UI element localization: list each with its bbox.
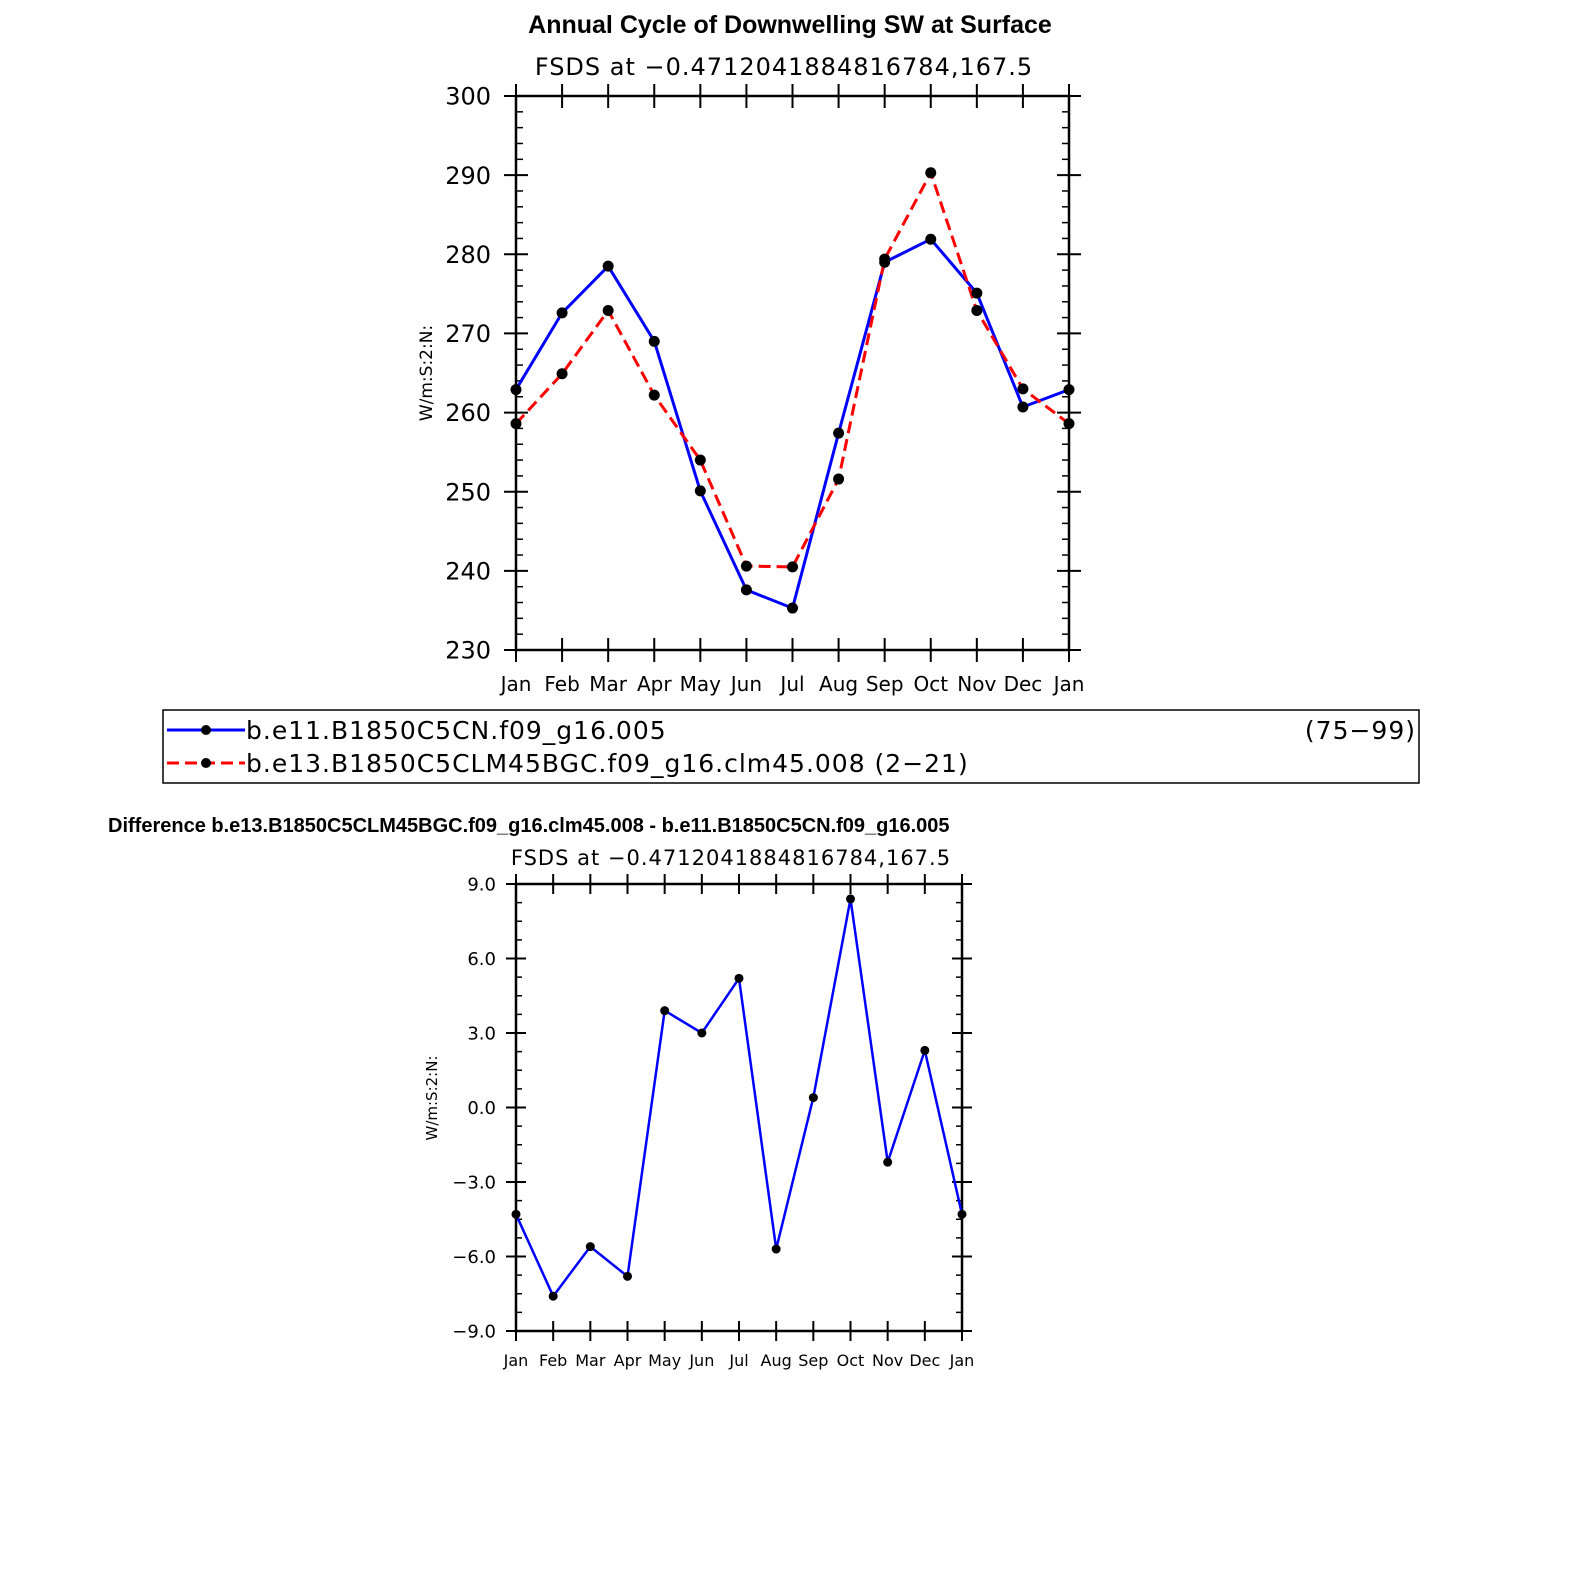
difference-chart: [108, 815, 974, 1370]
legend-label-1: b.e13.B1850C5CLM45BGC.f09_g16.clm45.008 (2−21): [246, 749, 969, 778]
data-point-0: [787, 603, 798, 614]
y-tick-label: 260: [445, 399, 491, 428]
y-tick-label: 6.0: [467, 948, 496, 970]
data-point-0: [920, 1046, 929, 1055]
data-point-1: [833, 474, 844, 485]
legend-label-0: b.e11.B1850C5CN.f09_g16.005: [246, 716, 667, 745]
y-tick-label: 300: [445, 82, 491, 111]
y-tick-label: −6.0: [452, 1246, 496, 1268]
data-point-1: [695, 455, 706, 466]
data-point-0: [649, 336, 660, 347]
data-point-0: [772, 1245, 781, 1254]
data-point-0: [958, 1210, 967, 1219]
x-tick-label: Jul: [780, 672, 805, 696]
y-tick-label: 240: [445, 557, 491, 586]
legend-marker-blue: [201, 725, 211, 735]
y-tick-label: 280: [445, 240, 491, 269]
series-line-0: [516, 239, 1069, 608]
x-tick-label: Mar: [575, 1351, 606, 1370]
data-point-0: [809, 1093, 818, 1102]
y-tick-label: 230: [445, 636, 491, 665]
x-tick-label: Feb: [544, 672, 580, 696]
plot-marks: [511, 167, 1075, 613]
y-tick-label: −9.0: [452, 1321, 496, 1343]
data-point-0: [512, 1210, 521, 1219]
x-tick-label: Feb: [539, 1351, 568, 1370]
data-point-1: [1064, 418, 1075, 429]
x-tick-label: Aug: [760, 1351, 792, 1370]
data-point-1: [971, 305, 982, 316]
x-tick-label: Nov: [957, 672, 997, 696]
difference-title: Difference b.e13.B1850C5CLM45BGC.f09_g16.clm45.008 - b.e11.B1850C5CN.f09_g16.005: [108, 815, 950, 837]
series-line-0: [516, 899, 962, 1296]
y-tick-label: −3.0: [452, 1172, 496, 1194]
data-point-0: [603, 261, 614, 272]
y-tick-label: 3.0: [467, 1023, 496, 1045]
x-tick-label: Jan: [1053, 672, 1085, 696]
x-tick-label: Nov: [872, 1351, 904, 1370]
x-tick-label: Jan: [949, 1351, 975, 1370]
data-point-0: [660, 1006, 669, 1015]
data-point-0: [511, 384, 522, 395]
data-point-1: [741, 561, 752, 572]
data-point-0: [741, 584, 752, 595]
x-tick-label: Sep: [798, 1351, 829, 1370]
data-point-1: [925, 167, 936, 178]
data-point-0: [883, 1158, 892, 1167]
y-tick-label: 9.0: [467, 874, 496, 896]
data-point-0: [1017, 402, 1028, 413]
x-tick-label: Apr: [613, 1351, 642, 1370]
data-point-0: [557, 307, 568, 318]
legend-marker-red: [201, 758, 211, 768]
difference-subtitle: FSDS at −0.4712041884816784,167.5: [510, 846, 952, 870]
x-tick-label: Sep: [865, 672, 904, 696]
legend: [163, 710, 1419, 783]
x-tick-label: Jul: [729, 1351, 749, 1370]
y-tick-label: 290: [445, 161, 491, 190]
x-tick-label: Oct: [913, 672, 949, 696]
axes: [445, 83, 1084, 696]
x-tick-label: Mar: [589, 672, 628, 696]
data-point-1: [603, 305, 614, 316]
x-tick-label: Apr: [636, 672, 672, 696]
x-tick-label: May: [648, 1351, 682, 1370]
y-tick-label: 270: [445, 320, 491, 349]
x-tick-label: Dec: [909, 1351, 941, 1370]
data-point-1: [787, 561, 798, 572]
y-axis-label: W/m:S:2:N:: [417, 324, 437, 422]
chart-title: Annual Cycle of Downwelling SW at Surface: [528, 11, 1052, 39]
chart-subtitle: FSDS at −0.4712041884816784,167.5: [534, 53, 1034, 81]
data-point-0: [971, 288, 982, 299]
data-point-0: [1064, 384, 1075, 395]
difference-y-axis-label: W/m:S:2:N:: [423, 1055, 441, 1141]
data-point-1: [557, 368, 568, 379]
data-point-0: [623, 1272, 632, 1281]
data-point-1: [649, 390, 660, 401]
data-point-0: [586, 1242, 595, 1251]
data-point-0: [925, 234, 936, 245]
x-tick-label: Jun: [730, 672, 763, 696]
x-tick-label: Dec: [1003, 672, 1043, 696]
data-point-0: [735, 974, 744, 983]
series-line-1: [516, 173, 1069, 567]
x-tick-label: May: [679, 672, 722, 696]
data-point-0: [833, 428, 844, 439]
annual-cycle-chart: [417, 11, 1084, 696]
x-tick-label: Jan: [500, 672, 532, 696]
data-point-0: [549, 1292, 558, 1301]
y-tick-label: 250: [445, 478, 491, 507]
x-tick-label: Oct: [836, 1351, 865, 1370]
x-tick-label: Jun: [689, 1351, 715, 1370]
data-point-0: [695, 485, 706, 496]
x-tick-label: Jan: [503, 1351, 529, 1370]
x-tick-label: Aug: [819, 672, 859, 696]
y-tick-label: 0.0: [467, 1097, 496, 1119]
data-point-1: [1017, 383, 1028, 394]
difference-axes: [452, 874, 974, 1370]
legend-years-0: (75−99): [1304, 716, 1416, 745]
plot-frame: [516, 884, 962, 1331]
data-point-1: [879, 254, 890, 265]
data-point-1: [511, 418, 522, 429]
difference-plot-marks: [512, 894, 967, 1300]
data-point-0: [846, 894, 855, 903]
data-point-0: [697, 1029, 706, 1038]
